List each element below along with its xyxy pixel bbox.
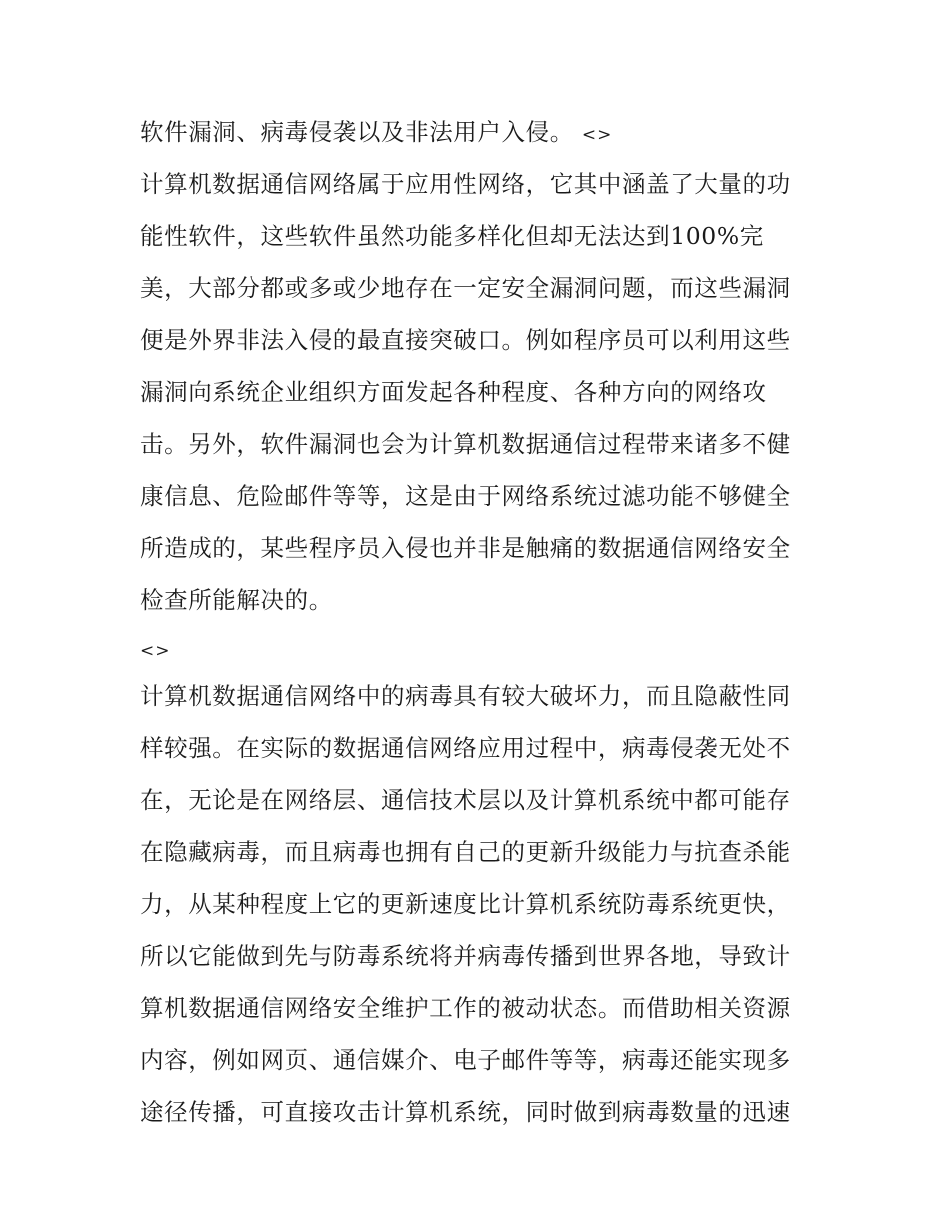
text-line: 美，大部分都或多或少地存在一定安全漏洞问题，而这些漏洞 — [140, 274, 791, 302]
text-line: 检查所能解决的。 — [140, 586, 333, 614]
text-line: 所造成的，某些程序员入侵也并非是触痛的数据通信网络安全 — [140, 534, 791, 562]
text-line: 算机数据通信网络安全维护工作的被动状态。而借助相关资源 — [140, 994, 791, 1022]
text-line: 能性软件，这些软件虽然功能多样化但却无法达到100%完 — [140, 222, 764, 250]
text-line — [140, 106, 815, 158]
text-line: 漏洞向系统企业组织方面发起各种程度、各种方向的网络攻 — [140, 378, 767, 406]
text-line: 在，无论是在网络层、通信技术层以及计算机系统中都可能存 — [140, 786, 791, 814]
text-line: 内容，例如网页、通信媒介、电子邮件等等，病毒还能实现多 — [140, 1046, 791, 1074]
standalone-marker: <> — [140, 641, 171, 661]
text-line: 便是外界非法入侵的最直接突破口。例如程序员可以利用这些 — [140, 326, 791, 354]
text-line: 力，从某种程度上它的更新速度比计算机系统防毒系统更快， — [140, 890, 791, 918]
text-line: 计算机数据通信网络属于应用性网络，它其中涵盖了大量的功 — [140, 170, 791, 198]
inline-marker: <> — [581, 125, 613, 145]
text-line: 计算机数据通信网络中的病毒具有较大破坏力，而且隐蔽性同 — [140, 682, 791, 710]
text-line: 所以它能做到先与防毒系统将并病毒传播到世界各地，导致计 — [140, 942, 791, 970]
line-text: 软件漏洞、病毒侵袭以及非法用户入侵。 — [140, 118, 574, 146]
text-line: 样较强。在实际的数据通信网络应用过程中，病毒侵袭无处不 — [140, 734, 791, 762]
text-line: 击。另外，软件漏洞也会为计算机数据通信过程带来诸多不健 — [140, 430, 791, 458]
marker-line — [140, 626, 815, 670]
document-body — [140, 106, 815, 1138]
text-line: 康信息、危险邮件等等，这是由于网络系统过滤功能不够健全 — [140, 482, 791, 510]
text-line: 在隐藏病毒，而且病毒也拥有自己的更新升级能力与抗查杀能 — [140, 838, 791, 866]
text-line: 途径传播，可直接攻击计算机系统，同时做到病毒数量的迅速 — [140, 1098, 791, 1126]
